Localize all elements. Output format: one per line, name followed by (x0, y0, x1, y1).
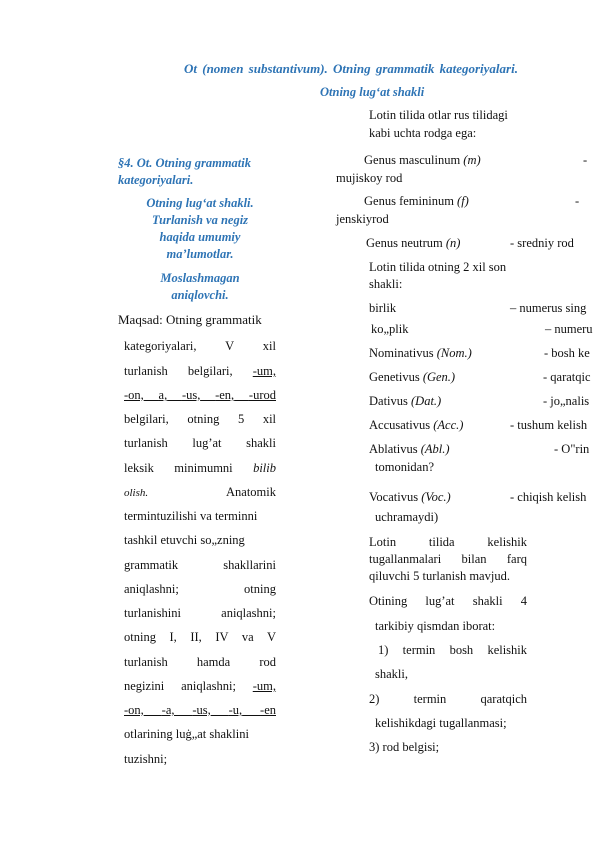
case-accusativus-uz: - tushum kelish (510, 418, 588, 432)
gender-neutrum: Genus neutrum (n) (366, 236, 461, 250)
page-subtitle: Otning lug‘at shakli (320, 85, 425, 99)
section-heading-line1: §4. Ot. Otning grammatik (118, 156, 252, 170)
body-line: otning I, II, IV va V (124, 630, 277, 644)
case-ablativus-cont: tomonidan? (375, 460, 435, 474)
para2-line: kelishikdagi tugallanmasi; (375, 716, 507, 730)
body-line: kategoriyalari, V xil (124, 339, 276, 353)
case-dativus: Dativus (Dat.) (369, 394, 442, 408)
case-genetivus-uz: - qaratqic (543, 370, 591, 384)
case-vocativus-cont: uchramaydi) (375, 510, 439, 524)
number-intro-line2: shakli: (369, 277, 403, 291)
para1-line: tugallanmalari bilan farq (369, 552, 528, 566)
topic-line4: ma’lumotlar. (166, 247, 234, 261)
topic-line3: haqida umumiy (159, 230, 241, 244)
gender-masculinum: Genus masculinum (m) (364, 153, 481, 167)
intro-line2: kabi uchta rodga ega: (369, 126, 477, 140)
case-vocativus-uz: - chiqish kelish (510, 490, 587, 504)
para1-line: qiluvchi 5 turlanish mavjud. (369, 569, 510, 583)
para2-line: 1) termin bosh kelishik (378, 643, 528, 657)
case-dativus-uz: - jo„nalis (543, 394, 590, 408)
para2-line: 2) termin qaratqich (369, 692, 528, 706)
body-line: olish. Anatomik (124, 485, 276, 499)
body-line: turlanish belgilari, -um, (124, 364, 277, 378)
section-heading-line2: kategoriyalari. (118, 173, 194, 187)
gender-femininum: Genus femininum (f) (364, 194, 469, 208)
body-line: termintuzilishi va terminni (124, 509, 258, 523)
body-line: turlanish hamda rod (124, 655, 276, 669)
para2-line: tarkibiy qismdan iborat: (375, 619, 496, 633)
number-singular-latin: – numerus sing (510, 301, 587, 315)
number-plural: ko„plik (371, 322, 409, 336)
case-vocativus: Vocativus (Voc.) (369, 490, 451, 504)
case-nominativus: Nominativus (Nom.) (369, 346, 472, 360)
body-line: -on, a, -us, -en, -urod (124, 388, 276, 402)
topic2-line1: Moslashmagan (160, 271, 240, 285)
body-line: turlanishini aniqlashni; (124, 606, 276, 620)
gender-masculinum-ru: mujiskoy rod (336, 171, 403, 185)
gender-neutrum-ru: - sredniy rod (510, 236, 574, 250)
body-line: grammatik shakllarini (124, 558, 276, 572)
gender-femininum-ru: jenskiyrod (336, 212, 389, 226)
body-line: belgilari, otning 5 xil (124, 412, 277, 426)
number-singular: birlik (369, 301, 397, 315)
case-genetivus: Genetivus (Gen.) (369, 370, 456, 384)
body-line: leksik minimumni bilib (124, 461, 276, 475)
intro-line1: Lotin tilida otlar rus tilidagi (369, 108, 508, 122)
topic2-line2: aniqlovchi. (171, 288, 229, 302)
para2-line: shakli, (375, 667, 408, 681)
number-plural-latin: – numeru (545, 322, 593, 336)
body-line: tashkil etuvchi so„zning (124, 533, 245, 547)
para1-line: Lotin tilida kelishik (369, 535, 528, 549)
body-line: tuzishni; (124, 752, 168, 766)
body-line: -on, -a, -us, -u, -en (124, 703, 276, 717)
number-intro-line1: Lotin tilida otning 2 xil son (369, 260, 507, 274)
body-line: otlarining luġ„at shaklini (124, 727, 249, 741)
case-ablativus-uz: - O"rin (554, 442, 590, 456)
body-line: negizini aniqlashni; -um, (124, 679, 277, 693)
case-nominativus-uz: - bosh ke (544, 346, 590, 360)
case-ablativus: Ablativus (Abl.) (369, 442, 450, 456)
page-title: Ot (nomen substantivum). Otning grammatik kategoriyalari. (184, 61, 518, 76)
body-line: aniqlashni; otning (124, 582, 276, 596)
gender-masculinum-dash: - (583, 153, 588, 167)
gender-femininum-dash: - (575, 194, 580, 208)
body-line: Maqsad: Otning grammatik (118, 312, 262, 327)
case-accusativus: Accusativus (Acc.) (369, 418, 464, 432)
topic-line2: Turlanish va negiz (151, 213, 249, 227)
body-line: turlanish lug’at shakli (124, 436, 276, 450)
para2-line: Otining lug’at shakli 4 (369, 594, 527, 608)
topic-line1: Otning lug‘at shakli. (146, 196, 254, 210)
para2-line: 3) rod belgisi; (369, 740, 440, 754)
